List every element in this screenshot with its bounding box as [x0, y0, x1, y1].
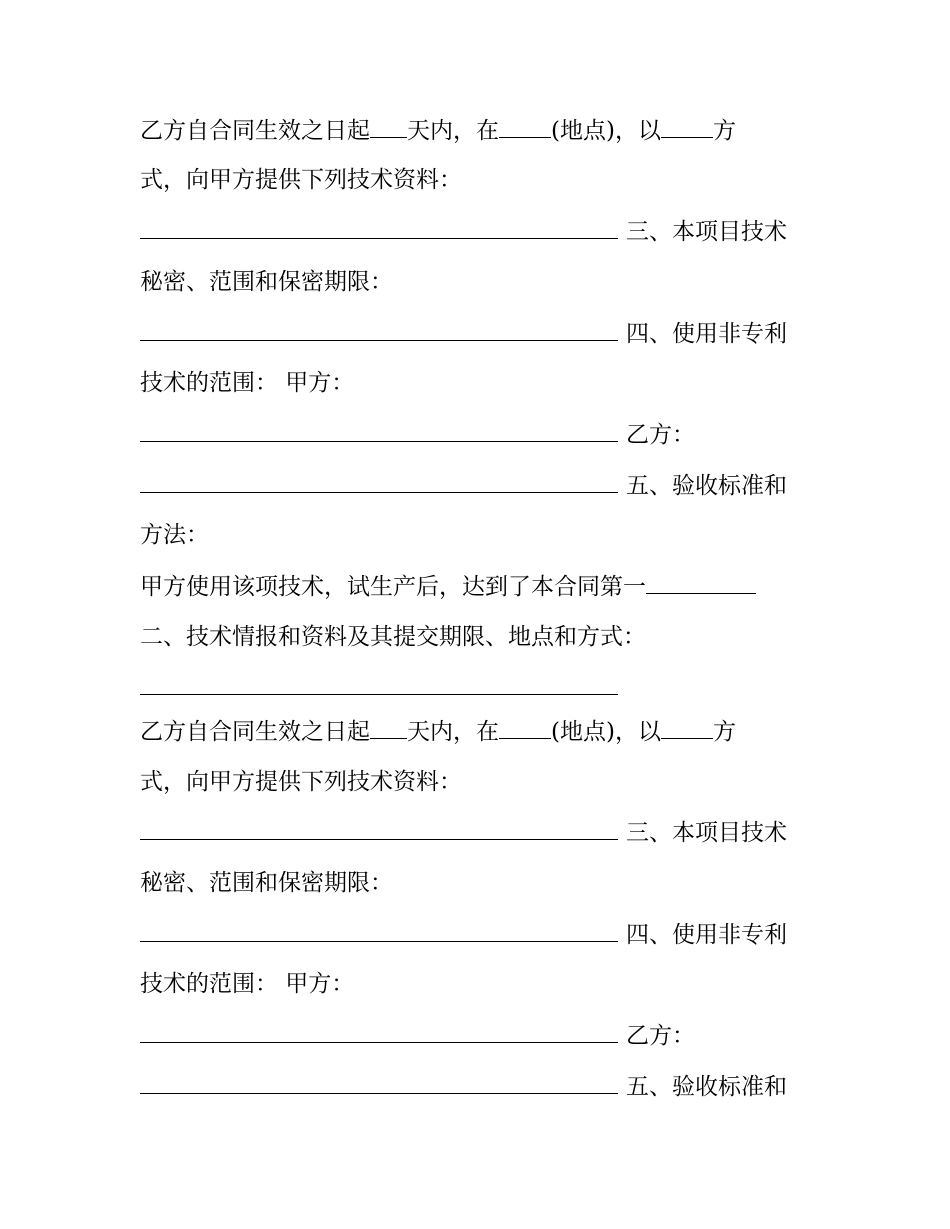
line-text: 甲方使用该项技术，试生产后，达到了本合同第一 [140, 574, 646, 600]
fill-blank-line [140, 812, 618, 840]
line-text: 天内，在 [407, 118, 499, 144]
line-text: 方 [712, 118, 736, 144]
text-line [140, 160, 462, 200]
line-text: (地点)，以 [551, 118, 661, 144]
text-line [140, 515, 209, 555]
text-line [140, 465, 787, 505]
text-line [140, 914, 787, 954]
line-text: 五、验收标准和 [626, 1074, 787, 1100]
line-text: 五、验收标准和 [626, 473, 787, 499]
text-line [140, 667, 626, 707]
line-text: 三、本项目技术 [626, 820, 787, 846]
text-line [140, 110, 736, 150]
text-line [140, 1015, 695, 1055]
fill-blank-line [140, 1015, 618, 1043]
fill-blank-place [499, 110, 551, 138]
fill-blank-place [499, 711, 551, 739]
line-text: 乙方自合同生效之日起 [140, 719, 370, 745]
text-line [140, 863, 393, 903]
line-text: 天内，在 [407, 719, 499, 745]
fill-blank-method [661, 711, 713, 739]
text-line [140, 711, 736, 751]
fill-blank-line [140, 914, 618, 942]
line-text: 四、使用非专利 [626, 922, 787, 948]
fill-blank-line [140, 667, 618, 695]
text-line [140, 762, 462, 802]
fill-blank-line [140, 1066, 618, 1094]
fill-blank-days [370, 711, 407, 739]
fill-blank-line [140, 414, 618, 442]
line-text: 方 [712, 719, 736, 745]
text-line [140, 617, 646, 657]
line-text: 三、本项目技术 [626, 219, 787, 245]
line-text: 技术的范围： 甲方： [140, 971, 355, 997]
text-line [140, 812, 787, 852]
text-line [140, 262, 393, 302]
line-text: 二、技术情报和资料及其提交期限、地点和方式： [140, 624, 646, 650]
text-line [140, 414, 695, 454]
line-text: 方法： [140, 522, 209, 548]
text-line [140, 363, 354, 403]
text-line [140, 566, 756, 606]
fill-blank-line [140, 313, 618, 341]
fill-blank-days [370, 110, 407, 138]
line-text: (地点)，以 [551, 719, 661, 745]
text-line [140, 211, 787, 251]
line-text: 乙方： [626, 422, 695, 448]
line-text: 式，向甲方提供下列技术资料： [140, 769, 462, 795]
fill-blank-line [140, 211, 618, 239]
text-line [140, 964, 354, 1004]
text-line [140, 313, 787, 353]
fill-blank-method [661, 110, 713, 138]
text-line [140, 1066, 787, 1106]
fill-blank-clause [646, 566, 756, 594]
line-text: 四、使用非专利 [626, 321, 787, 347]
line-text: 乙方： [626, 1023, 695, 1049]
line-text: 乙方自合同生效之日起 [140, 118, 370, 144]
line-text: 技术的范围： 甲方： [140, 370, 355, 396]
line-text: 秘密、范围和保密期限： [140, 269, 393, 295]
line-text: 秘密、范围和保密期限： [140, 870, 393, 896]
fill-blank-line [140, 465, 618, 493]
line-text: 式，向甲方提供下列技术资料： [140, 167, 462, 193]
